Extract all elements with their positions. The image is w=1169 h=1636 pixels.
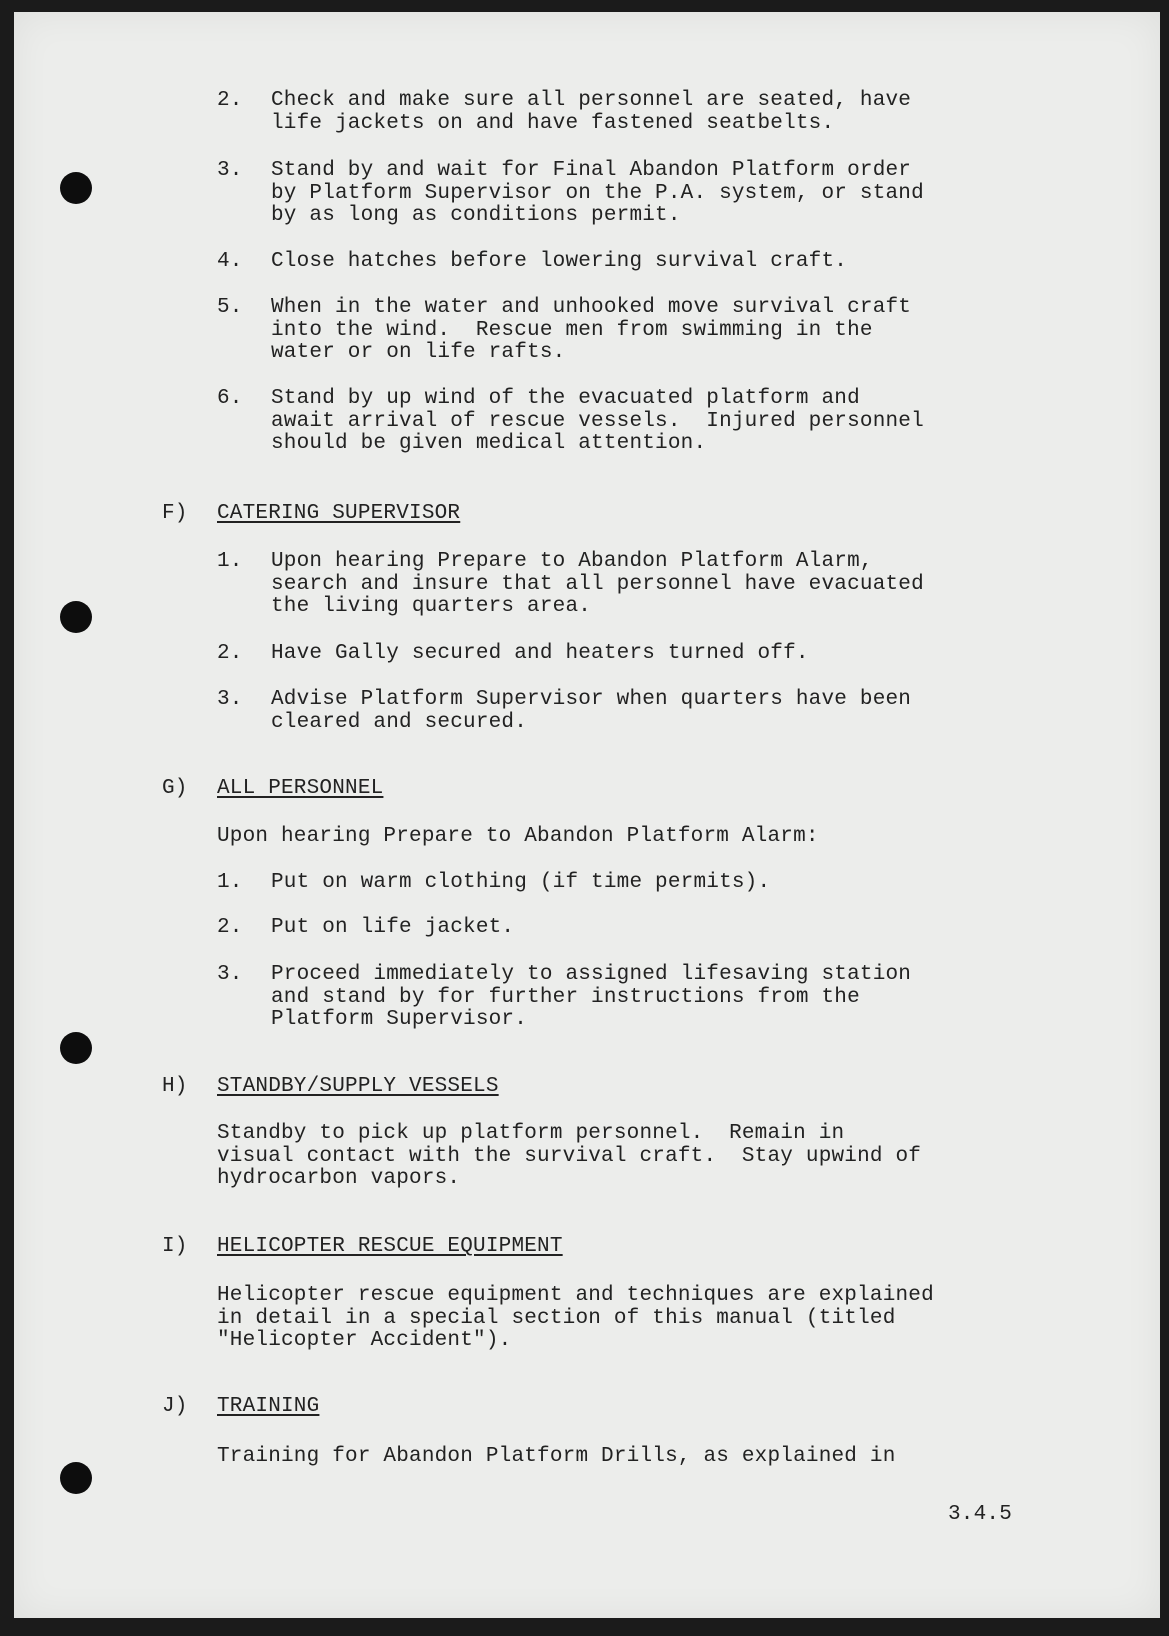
list-number: 1. [217,871,243,894]
list-item-text: Upon hearing Prepare to Abandon Platform Alarm, search and insure that all personnel have evacuated the living quarters area. [271,550,924,618]
list-item-text: When in the water and unhooked move survival craft into the wind. Rescue men from swimming in the water or on life rafts. [271,296,912,364]
list-item-text: Stand by and wait for Final Abandon Platform order by Platform Supervisor on the P.A. system, or stand by as long as conditions permit. [271,159,924,227]
section-letter: H) [162,1075,188,1098]
binder-hole [60,1032,92,1064]
binder-hole [60,172,92,204]
list-number: 3. [217,159,243,182]
list-item-text: Proceed immediately to assigned lifesaving station and stand by for further instructions from the Platform Supervisor. [271,963,912,1031]
list-item-text: Close hatches before lowering survival craft. [271,250,848,273]
list-number: 2. [217,642,243,665]
section-letter: J) [162,1395,188,1418]
section-letter: G) [162,777,188,800]
section-heading: TRAINING [217,1395,320,1418]
list-number: 3. [217,963,243,986]
section-heading: STANDBY/SUPPLY VESSELS [217,1075,499,1098]
list-number: 6. [217,387,243,410]
binder-hole [60,601,92,633]
section-intro: Upon hearing Prepare to Abandon Platform Alarm: [217,825,819,848]
section-heading: CATERING SUPERVISOR [217,502,461,525]
section-paragraph: Standby to pick up platform personnel. Remain in visual contact with the survival craft. Stay upwind of hydrocarbon vapors. [217,1122,922,1190]
list-item-text: Check and make sure all personnel are seated, have life jackets on and have fastened seatbelts. [271,89,912,135]
list-number: 2. [217,916,243,939]
section-paragraph: Helicopter rescue equipment and techniques are explained in detail in a special section of this manual (titled "Helicopter Accident"). [217,1284,934,1352]
list-number: 4. [217,250,243,273]
list-number: 3. [217,688,243,711]
list-item-text: Stand by up wind of the evacuated platform and await arrival of rescue vessels. Injured personnel should be given medical attention. [271,387,924,455]
section-letter: F) [162,502,188,525]
list-item-text: Put on life jacket. [271,916,515,939]
list-item-text: Advise Platform Supervisor when quarters have been cleared and secured. [271,688,912,734]
section-paragraph: Training for Abandon Platform Drills, as explained in [217,1445,896,1468]
section-heading: ALL PERSONNEL [217,777,384,800]
section-heading: HELICOPTER RESCUE EQUIPMENT [217,1235,563,1258]
list-item-text: Have Gally secured and heaters turned off. [271,642,809,665]
page-number: 3.4.5 [948,1503,1013,1526]
list-number: 2. [217,89,243,112]
list-number: 5. [217,296,243,319]
list-item-text: Put on warm clothing (if time permits). [271,871,771,894]
section-letter: I) [162,1235,188,1258]
list-number: 1. [217,550,243,573]
binder-hole [60,1462,92,1494]
